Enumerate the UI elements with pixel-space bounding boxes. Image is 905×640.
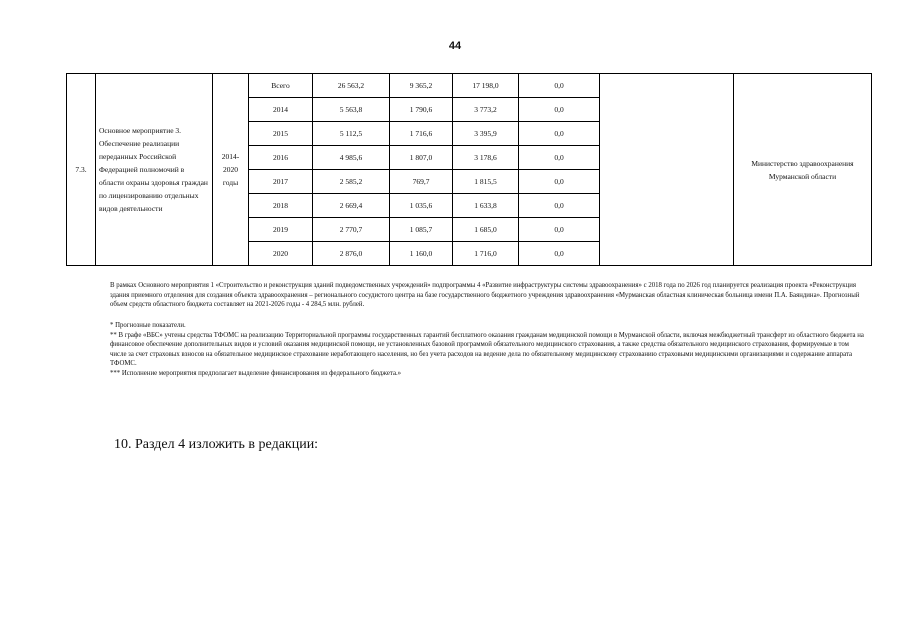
other-cell: 0,0 <box>519 146 600 170</box>
total-cell: 2 585,2 <box>313 170 390 194</box>
measure-name: Основное мероприятие 3. Обеспечение реализации переданных Российской Федерацией полномочий в области охраны здоровья граждан по лицензированию отдельных видов деятельности <box>96 74 213 266</box>
federal-cell: 3 395,9 <box>453 122 519 146</box>
total-cell: 2 876,0 <box>313 242 390 266</box>
regional-cell: 1 035,6 <box>390 194 453 218</box>
regional-cell: 1 085,7 <box>390 218 453 242</box>
federal-cell: 3 773,2 <box>453 98 519 122</box>
regional-cell: 9 365,2 <box>390 74 453 98</box>
total-cell: 5 563,8 <box>313 98 390 122</box>
total-cell: 26 563,2 <box>313 74 390 98</box>
other-cell: 0,0 <box>519 194 600 218</box>
other-cell: 0,0 <box>519 170 600 194</box>
total-cell: 4 985,6 <box>313 146 390 170</box>
financing-paragraph <box>66 281 866 310</box>
executor-cell: Министерство здравоохранения Мурманской области <box>734 74 872 266</box>
blank-cell <box>600 74 734 266</box>
footnotes <box>66 321 866 378</box>
footnote-2: ** В графе «ВБС» учтены средства ТФОМС на реализацию Территориальной программы государственных гарантий бесплатного оказания гражданам медицинской помощи в Мурманской области, включая межбюджетный трансферт из областного бюджета на финансовое обеспечение дополнительных видов и условий оказания медицинской помощи, не установленных базовой программой обязательного медицинского страхования, а также средства обязательного медицинского страхования, формируемые в том числе за счет страховых взносов на обязательное медицинское страхование неработающего населения, но без учета расходов на ведение дела по обязательному медицинскому страхованию страховыми медицинскими организациями и содержание аппарата ТФОМС. <box>110 331 864 367</box>
total-cell: 5 112,5 <box>313 122 390 146</box>
federal-cell: 1 716,0 <box>453 242 519 266</box>
year-cell: 2020 <box>249 242 313 266</box>
other-cell: 0,0 <box>519 74 600 98</box>
federal-cell: 1 633,8 <box>453 194 519 218</box>
regional-cell: 1 160,0 <box>390 242 453 266</box>
year-cell: 2018 <box>249 194 313 218</box>
footnote-1: * Прогнозные показатели. <box>110 322 186 329</box>
year-cell: 2019 <box>249 218 313 242</box>
other-cell: 0,0 <box>519 242 600 266</box>
federal-cell: 17 198,0 <box>453 74 519 98</box>
measure-period: 2014-2020 годы <box>213 74 249 266</box>
regional-cell: 1 807,0 <box>390 146 453 170</box>
table-row <box>67 74 872 98</box>
footnote-3: *** Исполнение мероприятия предполагает выделение финансирования из федерального бюджета.» <box>110 369 402 377</box>
section-heading: 10. Раздел 4 изложить в редакции: <box>114 437 319 452</box>
federal-cell: 1 685,0 <box>453 218 519 242</box>
other-cell: 0,0 <box>519 218 600 242</box>
regional-cell: 1 716,6 <box>390 122 453 146</box>
other-cell: 0,0 <box>519 122 600 146</box>
total-cell: 2 669,4 <box>313 194 390 218</box>
other-cell: 0,0 <box>519 98 600 122</box>
paragraph-1: В рамках Основного мероприятия 1 «Строительство и реконструкция зданий подведомственных учреждений» подпрограммы 4 «Развитие инфраструктуры системы здравоохранения» с 2018 года по 2026 год планируется реализация проекта «Реконструкция здания приемного отделения для создания объекта здравоохранения – регионального сосудистого центра на базе государственного бюджетного учреждения здравоохранения «Мурманская областная клиническая больница имени П.А. Баяндина». Прогнозный объем средств областного бюджета составляет на 2021-2026 годы - 4 284,5 млн. рублей. <box>110 282 860 308</box>
page-number: 44 <box>448 40 462 52</box>
year-cell: 2017 <box>249 170 313 194</box>
year-cell: 2014 <box>249 98 313 122</box>
year-cell: Всего <box>249 74 313 98</box>
budget-table <box>66 73 872 266</box>
total-cell: 2 770,7 <box>313 218 390 242</box>
year-cell: 2016 <box>249 146 313 170</box>
federal-cell: 3 178,6 <box>453 146 519 170</box>
regional-cell: 1 790,6 <box>390 98 453 122</box>
row-number: 7.3. <box>67 74 96 266</box>
regional-cell: 769,7 <box>390 170 453 194</box>
year-cell: 2015 <box>249 122 313 146</box>
federal-cell: 1 815,5 <box>453 170 519 194</box>
